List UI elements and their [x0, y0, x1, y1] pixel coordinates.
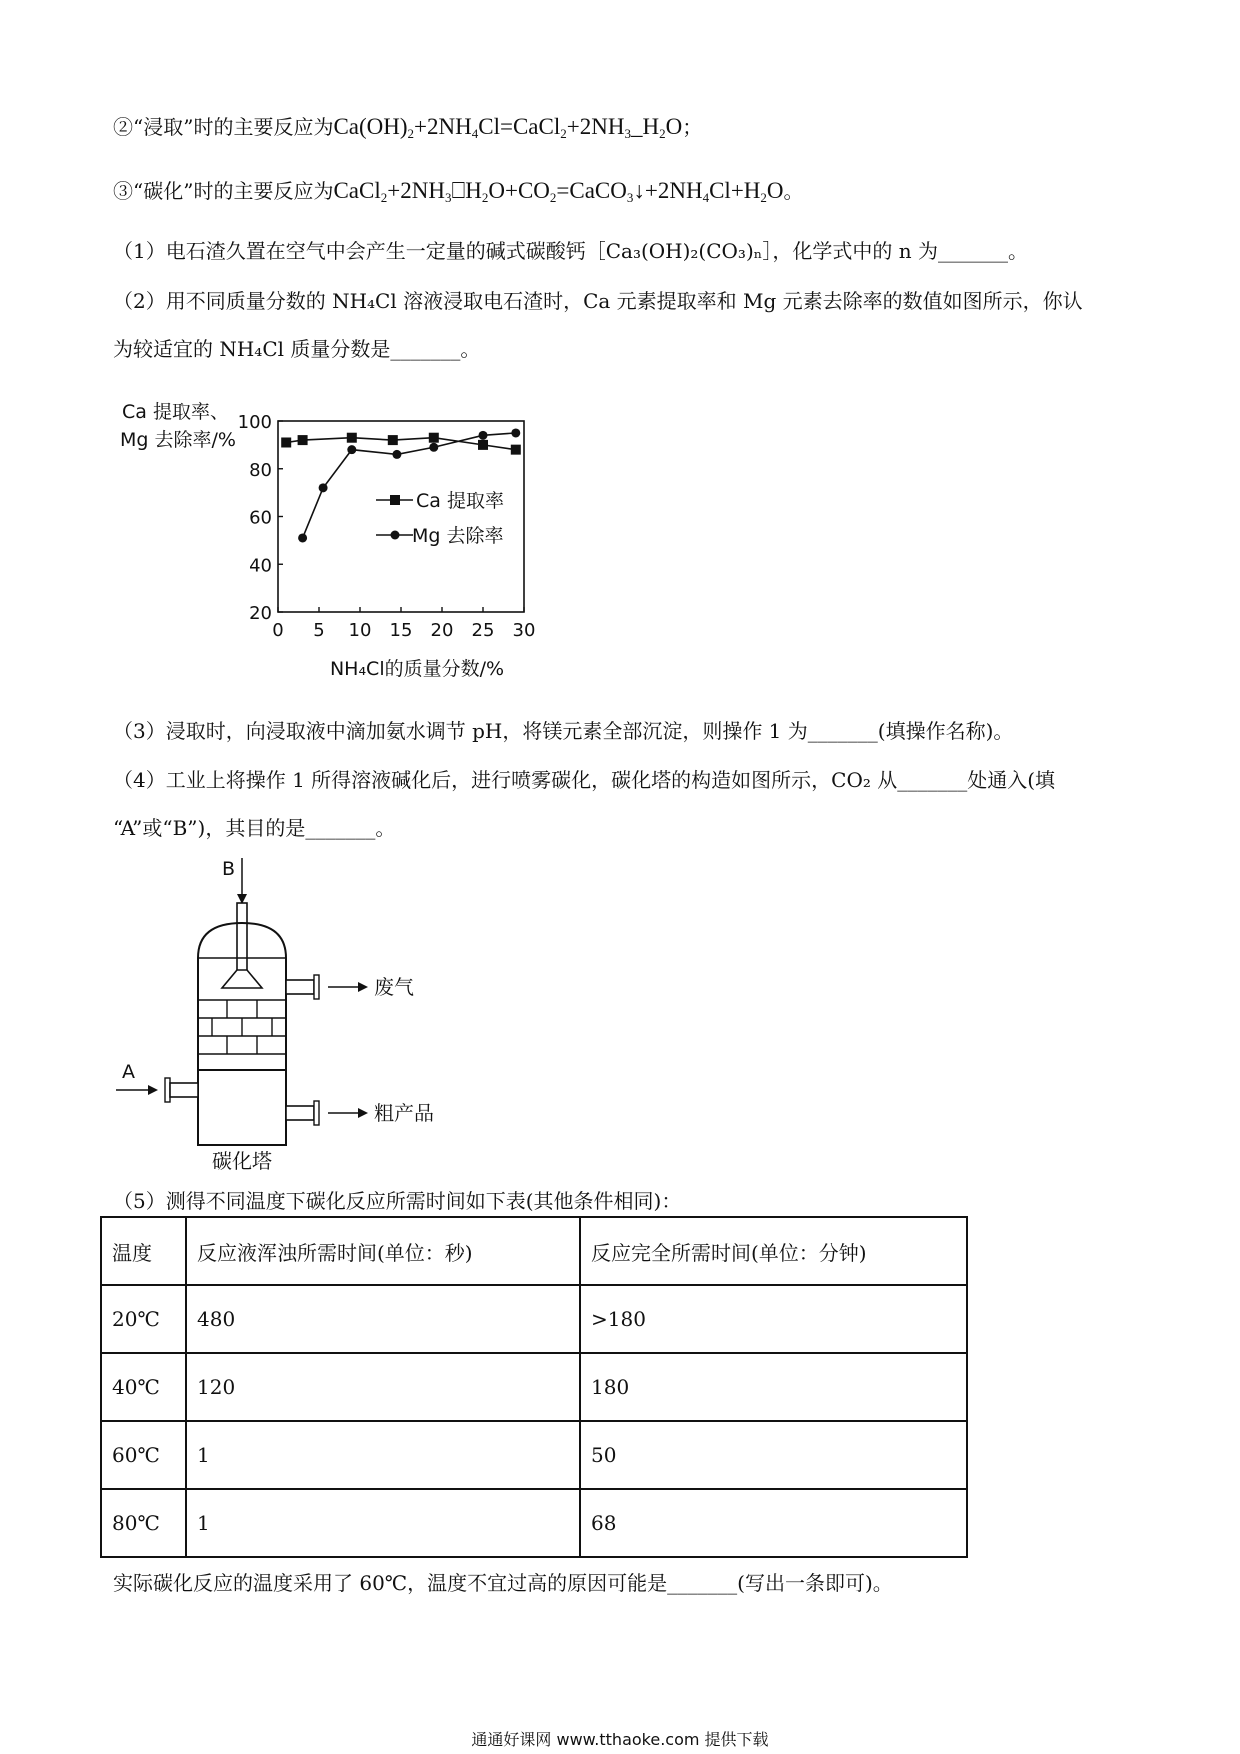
- table-row: [101, 1353, 967, 1421]
- mg-data-point: [319, 483, 328, 492]
- formula-sub: 2: [659, 126, 666, 141]
- formula-sub: 2: [407, 126, 415, 141]
- carbonation-tower-diagram: [100, 850, 460, 1170]
- inlet-a-label: A: [122, 1061, 135, 1083]
- x-tick-label: 15: [389, 620, 413, 641]
- extraction-rate-chart: [108, 395, 608, 685]
- table-cell: >180: [580, 1285, 967, 1353]
- legend-marker-ca: [390, 495, 400, 505]
- formula-sub: 4: [471, 126, 479, 141]
- chart-xlabel: NH₄Cl的质量分数/%: [329, 658, 505, 680]
- table-cell: 80℃: [101, 1489, 186, 1557]
- table-cell: 60℃: [101, 1421, 186, 1489]
- product-label: 粗产品: [374, 1101, 434, 1125]
- mg-data-point: [347, 445, 356, 454]
- formula-part: ↓+2NH: [633, 178, 703, 203]
- formula-part: _H: [630, 114, 660, 139]
- reaction-2: [113, 112, 702, 142]
- table-cell: 50: [580, 1421, 967, 1489]
- reaction-2-prefix: ②“浸取”时的主要反应为: [113, 115, 334, 139]
- mg-data-point: [511, 428, 520, 437]
- ca-data-point: [281, 437, 291, 447]
- formula-sub: 2: [760, 190, 767, 205]
- table-cell: 480: [186, 1285, 580, 1353]
- mg-data-point: [392, 450, 401, 459]
- formula-part: =CaCO: [556, 178, 627, 203]
- reaction-2-formula: [333, 114, 682, 139]
- table-header-row: [101, 1217, 967, 1285]
- table-cell: 1: [186, 1421, 580, 1489]
- formula-sub: 2: [560, 126, 567, 141]
- packing-layer: [198, 1000, 286, 1054]
- table-row: [101, 1489, 967, 1557]
- conclusion-question: 实际碳化反应的温度采用了 60℃，温度不宜过高的原因可能是_______(写出一条即可)。: [113, 1571, 893, 1595]
- legend-label-mg: Mg 去除率: [412, 525, 504, 547]
- table-cell: 68: [580, 1489, 967, 1557]
- ca-data-point: [298, 435, 308, 445]
- table-cell: 20℃: [101, 1285, 186, 1353]
- formula-part: O: [766, 178, 784, 203]
- mg-data-point: [479, 431, 488, 440]
- ca-data-point: [429, 433, 439, 443]
- legend-label-ca: Ca 提取率: [416, 490, 504, 512]
- formula-sub: 2: [549, 190, 557, 205]
- formula-part: O+CO: [488, 178, 550, 203]
- formula-part: +2NH: [387, 178, 445, 203]
- question-2-line-1: （2）用不同质量分数的 NH₄Cl 溶液浸取电石渣时，Ca 元素提取率和 Mg 元素去除率的数值如图所示，你认: [113, 289, 1083, 313]
- y-tick-label: 100: [237, 412, 272, 433]
- x-tick-label: 25: [471, 620, 495, 641]
- table-cell: 180: [580, 1353, 967, 1421]
- x-tick-label: 10: [348, 620, 372, 641]
- x-tick-label: 0: [272, 620, 284, 641]
- question-4-line-1: （4）工业上将操作 1 所得溶液碱化后，进行喷雾碳化，碳化塔的构造如图所示，CO₂ 从_______处通入(填: [113, 768, 1056, 792]
- inlet-b-label: B: [222, 858, 236, 880]
- formula-sub: 3: [444, 190, 452, 205]
- legend-marker-mg: [391, 531, 400, 540]
- formula-part: +2NH: [566, 114, 625, 139]
- formula-sub: 4: [702, 190, 710, 205]
- question-3: （3）浸取时，向浸取液中滴加氨水调节 pH，将镁元素全部沉淀，则操作 1 为_______(填操作名称)。: [113, 719, 1014, 743]
- ca-data-point: [511, 445, 521, 455]
- inlet-a-pipe: [170, 1083, 198, 1097]
- formula-part: Ca(OH): [333, 114, 408, 139]
- y-tick-label: 60: [249, 507, 272, 529]
- ca-data-point: [478, 440, 488, 450]
- mg-data-point: [429, 443, 438, 452]
- x-tick-label: 20: [430, 620, 454, 641]
- question-5: （5）测得不同温度下碳化反应所需时间如下表(其他条件相同)：: [113, 1189, 682, 1213]
- table-cell: 40℃: [101, 1353, 186, 1421]
- y-tick-label: 80: [249, 459, 272, 481]
- formula-sub: 2: [380, 190, 388, 205]
- formula-sub: 3: [626, 190, 634, 205]
- reaction-3-formula: [333, 178, 783, 203]
- reaction-3-prefix: ③“碳化”时的主要反应为: [113, 179, 334, 203]
- y-tick-label: 40: [249, 555, 272, 577]
- reaction-time-table: [100, 1216, 968, 1558]
- reaction-2-suffix: ；: [682, 115, 703, 139]
- tower-caption: 碳化塔: [212, 1149, 272, 1170]
- reaction-3: [113, 176, 804, 206]
- ca-data-point: [347, 433, 357, 443]
- table-cell: 120: [186, 1353, 580, 1421]
- table-header-cell: 反应液浑浊所需时间(单位：秒): [186, 1217, 580, 1285]
- table-row: [101, 1285, 967, 1353]
- tower-body: [198, 1070, 286, 1145]
- chart-ylabel-line-2: Mg 去除率/%: [120, 429, 236, 451]
- formula-sub: 2: [481, 190, 489, 205]
- reaction-3-suffix: 。: [783, 179, 804, 203]
- table-row: [101, 1421, 967, 1489]
- exhaust-pipe: [286, 980, 314, 994]
- nozzle-pipe: [237, 903, 247, 971]
- formula-part: Cl=CaCl: [478, 114, 561, 139]
- table-header-cell: 反应完全所需时间(单位：分钟): [580, 1217, 967, 1285]
- chart-ylabel-line-1: Ca 提取率、: [122, 401, 229, 423]
- formula-part: ⎕H: [451, 178, 482, 203]
- chart-legend: [376, 490, 504, 547]
- formula-part: +2NH: [414, 114, 472, 139]
- ca-data-point: [388, 435, 398, 445]
- formula-sub: 3: [624, 126, 631, 141]
- y-tick-label: 20: [249, 603, 272, 624]
- x-tick-label: 5: [313, 620, 325, 641]
- spray-nozzle: [222, 970, 262, 988]
- question-4-line-2: “A”或“B”)，其目的是_______。: [113, 816, 396, 840]
- table-cell: 1: [186, 1489, 580, 1557]
- page-footer: 通通好课网 www.tthaoke.com 提供下载: [471, 1730, 769, 1749]
- formula-part: Cl+H: [709, 178, 761, 203]
- table-header-cell: 温度: [101, 1217, 186, 1285]
- product-pipe: [286, 1106, 314, 1120]
- formula-part: O: [665, 114, 683, 139]
- x-tick-label: 30: [512, 620, 536, 641]
- formula-part: CaCl: [333, 178, 381, 203]
- question-2-line-2: 为较适宜的 NH₄Cl 质量分数是_______。: [113, 337, 481, 361]
- question-1: （1）电石渣久置在空气中会产生一定量的碱式碳酸钙［Ca₃(OH)₂(CO₃)ₙ］，化学式中的 n 为_______。: [113, 239, 1028, 263]
- mg-data-point: [298, 533, 307, 542]
- exhaust-label: 废气: [374, 975, 414, 999]
